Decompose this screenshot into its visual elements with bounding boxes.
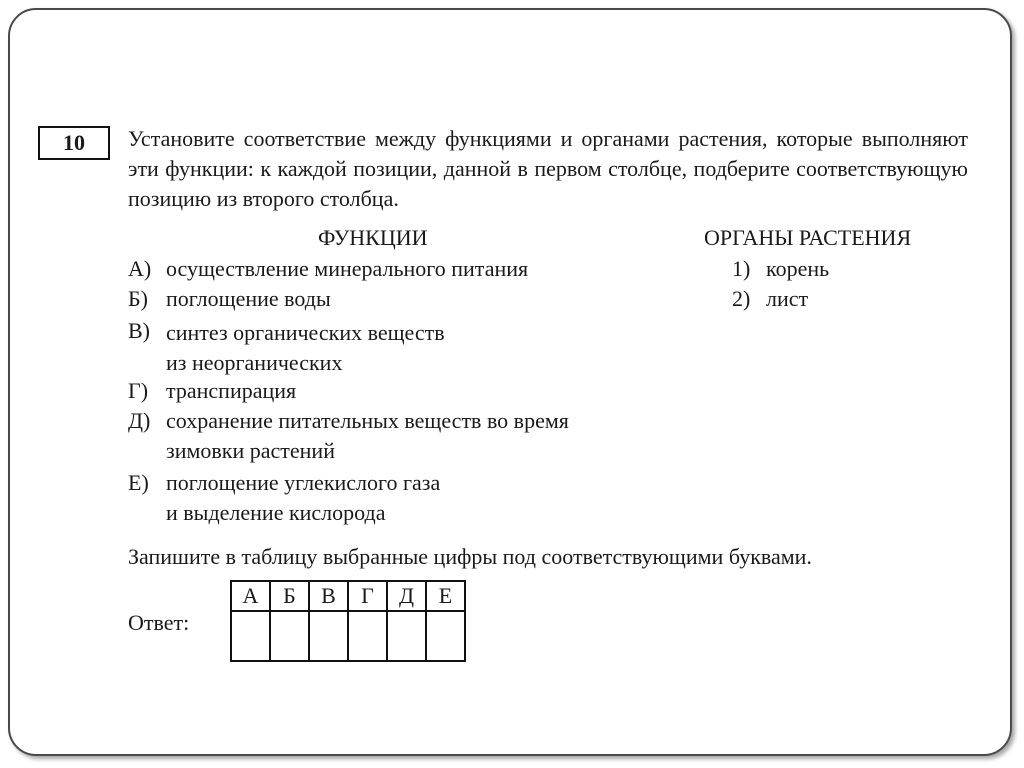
answer-cell-b[interactable] [270,611,309,661]
function-text: синтез органических веществ [166,320,445,345]
function-text: и выделение кислорода [166,500,386,525]
slide-frame [8,8,1012,756]
function-text: поглощение воды [166,286,331,311]
answer-label: Ответ: [128,610,190,635]
answer-cell-g[interactable] [348,611,387,661]
function-letter: А) [128,256,152,281]
function-text: транспирация [166,378,297,403]
organ-number: 1) [732,256,751,281]
function-letter: В) [128,318,150,343]
answer-cell-v[interactable] [309,611,348,661]
function-text: поглощение углекислого газа [166,470,441,495]
organ-text: лист [766,286,809,311]
function-text: осуществление минерального питания [166,256,529,281]
organ-text: корень [766,256,830,281]
function-text: зимовки растений [166,438,335,463]
answer-cell-d[interactable] [387,611,426,661]
instruction-text: Запишите в таблицу выбранные цифры под соответствующими буквами. [128,544,812,569]
answer-column-header: Д [387,581,426,611]
function-text: сохранение питательных веществ во время [166,408,569,433]
function-letter: Е) [128,470,149,495]
functions-header: ФУНКЦИИ [318,225,428,250]
function-text: из неорганических [166,350,343,375]
function-letter: Б) [128,286,148,311]
answer-header-row [231,581,465,611]
answer-cell-e[interactable] [426,611,465,661]
function-letter: Г) [128,378,149,403]
answer-column-header: Г [348,581,387,611]
function-letter: Д) [128,408,151,433]
organ-number: 2) [732,286,751,311]
answer-column-header: Е [426,581,465,611]
task-number-box [38,126,110,160]
answer-column-header: В [309,581,348,611]
question-text: Установите соответствие между функциями и органами растения, которые выполняют эти функции: к каждой позиции, данной в первом столбце, подберите соответствующую позицию из второго столбца. [128,126,968,211]
answer-column-header: Б [270,581,309,611]
answer-column-header: А [231,581,270,611]
task-number: 10 [63,130,85,155]
organs-header: ОРГАНЫ РАСТЕНИЯ [704,225,912,250]
answer-table [230,580,466,662]
answer-cell-a[interactable] [231,611,270,661]
answer-input-row [231,611,465,661]
